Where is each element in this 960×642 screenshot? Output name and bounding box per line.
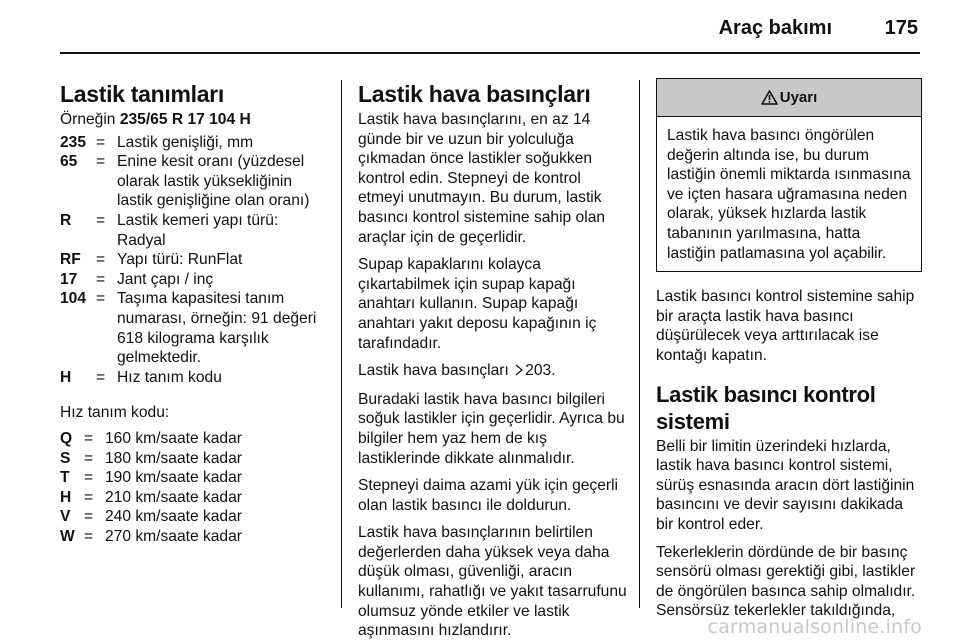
column-divider-1 xyxy=(341,80,342,608)
definition-separator: = xyxy=(96,251,106,269)
speed-code-row xyxy=(60,449,330,469)
warning-text: Lastik hava basıncı öngörülen değerin altında ise, bu durum lastiğin önemli miktarda ısınmasına ve içten hasara uğramasına neden olarak, yüksek hızlarda lastik tabanının yarılmasına, hatta lastiğin patlamasına yol açabilir. xyxy=(667,127,911,262)
speed-code-term: S xyxy=(60,449,71,467)
paragraph: Lastik hava basınçlarının belirtilen değerlerden daha yüksek veya daha düşük olması, güvenliği, aracın kullanımı, rahatlığı ve yakıt tasarrufunu olumsuz yönde etkiler ve lastik aşınmasını hızlandırır. xyxy=(358,524,627,640)
speed-code-term: V xyxy=(60,508,71,526)
speed-code-list xyxy=(60,429,330,547)
chapter-title: Araç bakımı xyxy=(718,17,832,39)
speed-code-term: Q xyxy=(60,429,73,447)
speed-code-desc: 190 km/saate kadar xyxy=(105,469,242,487)
definition-term: 235 xyxy=(60,133,87,151)
speed-code-separator: = xyxy=(84,469,94,487)
column-tire-designations xyxy=(60,80,330,546)
speed-code-row xyxy=(60,468,330,488)
definition-desc: Hız tanım kodu xyxy=(117,368,222,386)
speed-code-desc: 270 km/saate kadar xyxy=(105,527,242,545)
speed-code-term: H xyxy=(60,488,72,506)
paragraph: Buradaki lastik hava basıncı bilgileri soğuk lastikler için geçerlidir. Ayrıca bu bilgiler hem yaz hem de kış lastiklerinde dikkate alınmalıdır. xyxy=(358,390,625,467)
column-warning-and-tpms xyxy=(656,80,922,621)
definition-separator: = xyxy=(96,290,106,308)
definition-term: 17 xyxy=(60,270,78,288)
cross-reference-text: Lastik hava basınçları xyxy=(358,362,509,380)
speed-code-term: T xyxy=(60,469,70,487)
column-tire-pressure xyxy=(358,80,628,641)
column-divider-2 xyxy=(639,80,640,608)
warning-header xyxy=(657,79,921,117)
section-title-tire-pressure: Lastik hava basınçları xyxy=(358,81,591,107)
speed-code-desc: 160 km/saate kadar xyxy=(105,429,242,447)
definition-desc: Jant çapı / inç xyxy=(117,270,214,288)
definition-desc: Lastik kemeri yapı türü: Radyal xyxy=(117,211,279,249)
definition-separator: = xyxy=(96,153,106,171)
definition-term: 104 xyxy=(60,290,87,308)
paragraph: Belli bir limitin üzerindeki hızlarda, lastik hava basıncı kontrol sistemi, sürüş esnasında aracın dört lastiğinin basıncını ve devir sayısını dakikada bir kontrol eder. xyxy=(656,437,915,533)
cross-reference-page[interactable]: 203. xyxy=(525,362,556,380)
speed-code-term: W xyxy=(60,527,75,545)
definition-term: RF xyxy=(60,251,81,269)
speed-code-separator: = xyxy=(84,449,94,467)
definition-separator: = xyxy=(96,270,106,288)
definition-row xyxy=(60,250,330,270)
warning-triangle-icon xyxy=(761,90,780,105)
definition-row xyxy=(60,368,330,388)
warning-title: Uyarı xyxy=(779,88,818,106)
definition-separator: = xyxy=(96,133,106,151)
definition-term: R xyxy=(60,211,72,229)
speed-code-row xyxy=(60,488,330,508)
definition-row xyxy=(60,270,330,290)
definition-term: H xyxy=(60,368,72,386)
speed-code-row xyxy=(60,527,330,547)
speed-code-separator: = xyxy=(84,508,94,526)
paragraph: Supap kapaklarını kolayca çıkartabilmek için supap kapağı anahtarı kullanın. Supap kapağı anahtarı yakıt deposu kapağının iç tarafındadır. xyxy=(358,256,597,352)
speed-code-intro: Hız tanım kodu: xyxy=(60,404,170,422)
header-divider xyxy=(60,52,920,54)
watermark: carmanualsonline.info xyxy=(707,616,922,638)
speed-code-separator: = xyxy=(84,429,94,447)
paragraph: Lastik hava basınçlarını, en az 14 günde bir ve uzun bir yolculuğa çıkmadan önce lastikler soğukken kontrol edin. Stepneyi de kontrol etmeyi unutmayın. Bu durum, lastik basıncı kontrol sistemine sahip olan araçlar için de geçerlidir. xyxy=(358,111,606,246)
speed-code-desc: 240 km/saate kadar xyxy=(105,508,242,526)
example-line xyxy=(60,110,330,130)
speed-code-row xyxy=(60,429,330,449)
speed-code-row xyxy=(60,507,330,527)
warning-box xyxy=(656,78,922,272)
definition-separator: = xyxy=(96,211,106,229)
definition-desc: Enine kesit oranı (yüzdesel olarak lastik yüksekliğinin lastik genişliğine olan oranı) xyxy=(117,153,310,210)
definition-separator: = xyxy=(96,368,106,386)
paragraph: Lastik basıncı kontrol sistemine sahip bir araçta lastik hava basıncı düşürülecek veya arttırılacak ise kontağı kapatın. xyxy=(656,288,915,364)
definition-row xyxy=(60,211,330,250)
example-prefix: Örneğin xyxy=(60,111,116,128)
speed-code-desc: 210 km/saate kadar xyxy=(105,488,242,506)
cross-reference xyxy=(358,361,628,382)
definition-term: 65 xyxy=(60,153,78,171)
paragraph: Stepneyi daima azami yük için geçerli olan lastik basıncı ile doldurun. xyxy=(358,477,619,514)
triangle-reference-icon xyxy=(515,362,523,382)
page-number: 175 xyxy=(884,17,918,39)
definition-row xyxy=(60,289,330,367)
section-title-tire-designations: Lastik tanımları xyxy=(60,81,224,107)
definition-row xyxy=(60,133,330,153)
paragraph: Tekerleklerin dördünde de bir basınç sensörü olması gerektiği gibi, lastikler de öngörülen basınca sahip olmalıdır. Sensörsüz tekerlekler takıldığında, xyxy=(656,543,916,620)
speed-code-separator: = xyxy=(84,527,94,545)
section-title-tpms: Lastik basıncı kontrol sistemi xyxy=(656,381,876,434)
definition-desc: Yapı türü: RunFlat xyxy=(117,251,243,269)
definition-desc: Lastik genişliği, mm xyxy=(117,133,254,151)
definition-desc: Taşıma kapasitesi tanım numarası, örneğin: 91 değeri 618 kilograma karşılık gelmektedir. xyxy=(117,290,317,367)
definition-row xyxy=(60,152,330,211)
speed-code-desc: 180 km/saate kadar xyxy=(105,449,242,467)
speed-code-separator: = xyxy=(84,488,94,506)
definition-list xyxy=(60,133,330,388)
example-code: 235/65 R 17 104 H xyxy=(119,111,251,128)
